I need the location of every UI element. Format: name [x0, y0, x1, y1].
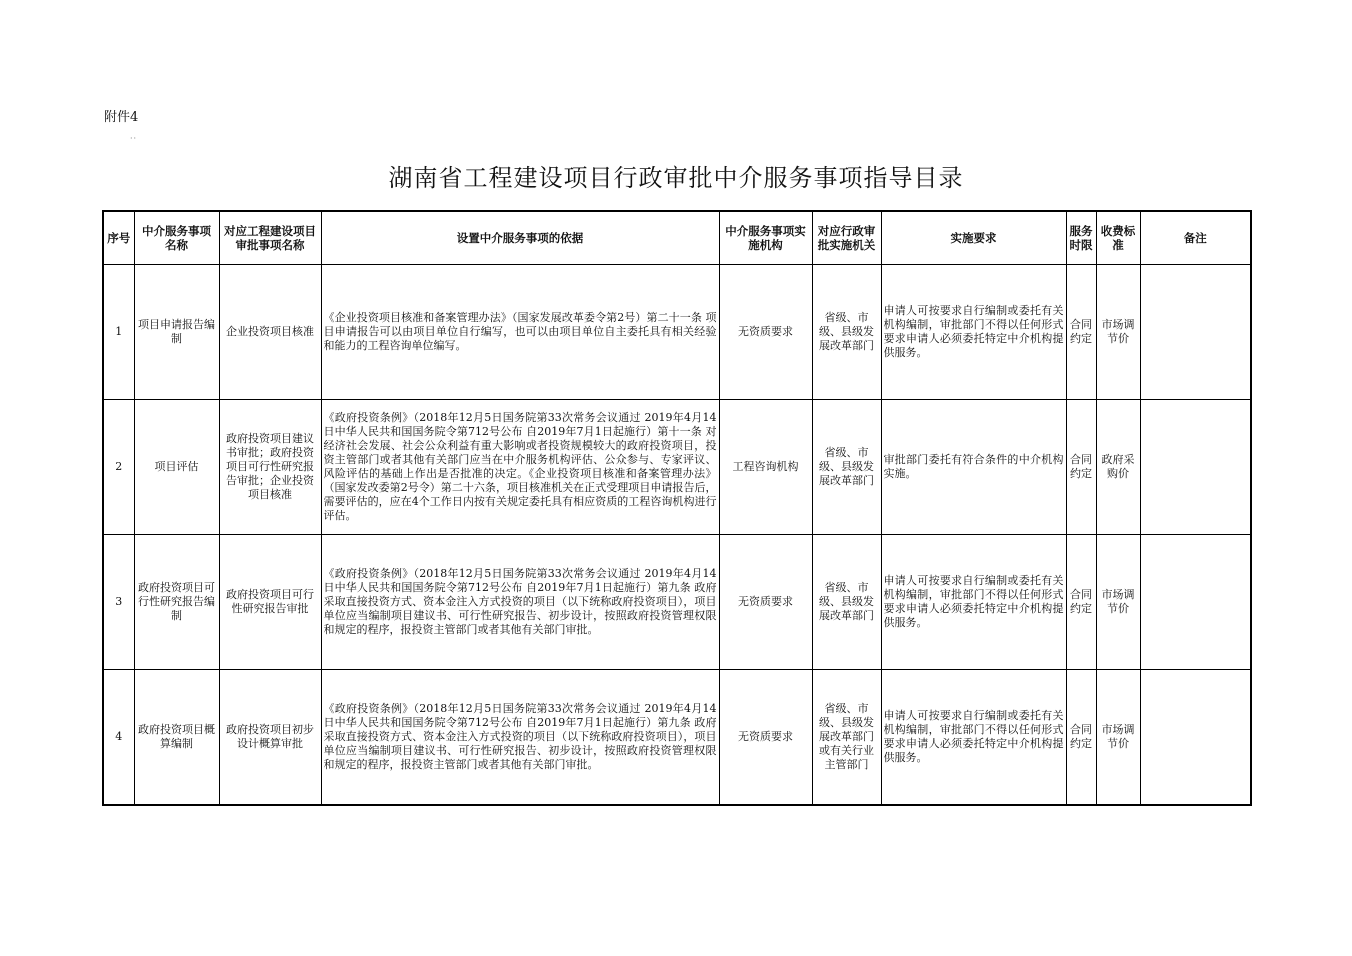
header-fee: 收费标准 — [1096, 211, 1140, 265]
page-title: 湖南省工程建设项目行政审批中介服务事项指导目录 — [388, 164, 964, 192]
header-dept: 对应行政审批实施机关 — [812, 211, 881, 265]
cell-remarks — [1140, 265, 1251, 400]
catalog-table — [102, 210, 1252, 806]
cell-time-limit: 合同约定 — [1066, 265, 1096, 400]
cell-requirement: 申请人可按要求自行编制或委托有关机构编制，审批部门不得以任何形式要求申请人必须委托特定中介机构提供服务。 — [881, 535, 1066, 670]
table-row — [103, 670, 1251, 806]
cell-dept: 省级、市级、县级发展改革部门或有关行业主管部门 — [812, 670, 881, 806]
header-basis: 设置中介服务事项的依据 — [321, 211, 719, 265]
header-remarks: 备注 — [1140, 211, 1251, 265]
attachment-label: 附件4 — [104, 110, 139, 125]
cell-approval-item: 政府投资项目可行性研究报告审批 — [219, 535, 321, 670]
header-seq: 序号 — [103, 211, 134, 265]
cell-remarks — [1140, 670, 1251, 806]
cell-fee: 市场调节价 — [1096, 535, 1140, 670]
cell-agency: 无资质要求 — [719, 670, 812, 806]
cell-seq: 2 — [103, 400, 134, 535]
cell-basis: 《企业投资项目核准和备案管理办法》（国家发展改革委令第2号）第二十一条 项目申请报告可以由项目单位自行编写，也可以由项目单位自主委托具有相关经验和能力的工程咨询单位编写。 — [321, 265, 719, 400]
header-service-name: 中介服务事项名称 — [134, 211, 219, 265]
cell-dept: 省级、市级、县级发展改革部门 — [812, 400, 881, 535]
cell-basis: 《政府投资条例》（2018年12月5日国务院第33次常务会议通过 2019年4月14日中华人民共和国国务院令第712号公布 自2019年7月1日起施行）第十一条 对经济社会发展、社会公众利益有重大影响或者投资规模较大的政府投资项目，投资主管部门或者其他有关部门应当在中介服务机构评估、公众参与、专家评议、风险评估的基础上作出是否批准的决定。《企业投资项目核准和备案管理办法》（国家发改委第2号令）第二十六条，项目核准机关在正式受理项目申请报告后，需要评估的，应在4个工作日内按有关规定委托具有相应资质的工程咨询机构进行评估。 — [321, 400, 719, 535]
table-row — [103, 535, 1251, 670]
header-time-limit: 服务时限 — [1066, 211, 1096, 265]
cell-dept: 省级、市级、县级发展改革部门 — [812, 265, 881, 400]
cell-remarks — [1140, 535, 1251, 670]
cell-approval-item: 企业投资项目核准 — [219, 265, 321, 400]
cell-seq: 3 — [103, 535, 134, 670]
cell-agency: 无资质要求 — [719, 265, 812, 400]
cell-fee: 政府采购价 — [1096, 400, 1140, 535]
cell-agency: 无资质要求 — [719, 535, 812, 670]
cell-service-name: 项目申请报告编制 — [134, 265, 219, 400]
header-agency: 中介服务事项实施机构 — [719, 211, 812, 265]
cell-dept: 省级、市级、县级发展改革部门 — [812, 535, 881, 670]
table-header-row — [103, 211, 1251, 265]
cell-fee: 市场调节价 — [1096, 265, 1140, 400]
cell-agency: 工程咨询机构 — [719, 400, 812, 535]
cell-requirement: 申请人可按要求自行编制或委托有关机构编制，审批部门不得以任何形式要求申请人必须委托特定中介机构提供服务。 — [881, 265, 1066, 400]
cell-approval-item: 政府投资项目初步设计概算审批 — [219, 670, 321, 806]
cell-requirement: 审批部门委托有符合条件的中介机构实施。 — [881, 400, 1066, 535]
decorative-dots: ·· — [130, 134, 138, 143]
cell-service-name: 项目评估 — [134, 400, 219, 535]
cell-basis: 《政府投资条例》（2018年12月5日国务院第33次常务会议通过 2019年4月14日中华人民共和国国务院令第712号公布 自2019年7月1日起施行）第九条 政府采取直接投资方式、资本金注入方式投资的项目（以下统称政府投资项目），项目单位应当编制项目建议书、可行性研究报告、初步设计，按照政府投资管理权限和规定的程序，报投资主管部门或者其他有关部门审批。 — [321, 535, 719, 670]
header-approval-item: 对应工程建设项目审批事项名称 — [219, 211, 321, 265]
table-row — [103, 265, 1251, 400]
cell-fee: 市场调节价 — [1096, 670, 1140, 806]
cell-requirement: 申请人可按要求自行编制或委托有关机构编制，审批部门不得以任何形式要求申请人必须委托特定中介机构提供服务。 — [881, 670, 1066, 806]
table-row — [103, 400, 1251, 535]
cell-approval-item: 政府投资项目建议书审批；政府投资项目可行性研究报告审批；企业投资项目核准 — [219, 400, 321, 535]
cell-remarks — [1140, 400, 1251, 535]
cell-service-name: 政府投资项目概算编制 — [134, 670, 219, 806]
header-requirement: 实施要求 — [881, 211, 1066, 265]
cell-seq: 4 — [103, 670, 134, 806]
cell-basis: 《政府投资条例》（2018年12月5日国务院第33次常务会议通过 2019年4月14日中华人民共和国国务院令第712号公布 自2019年7月1日起施行）第九条 政府采取直接投资方式、资本金注入方式投资的项目（以下统称政府投资项目），项目单位应当编制项目建议书、可行性研究报告、初步设计，按照政府投资管理权限和规定的程序，报投资主管部门或者其他有关部门审批。 — [321, 670, 719, 806]
cell-time-limit: 合同约定 — [1066, 535, 1096, 670]
cell-time-limit: 合同约定 — [1066, 400, 1096, 535]
cell-time-limit: 合同约定 — [1066, 670, 1096, 806]
cell-service-name: 政府投资项目可行性研究报告编制 — [134, 535, 219, 670]
cell-seq: 1 — [103, 265, 134, 400]
